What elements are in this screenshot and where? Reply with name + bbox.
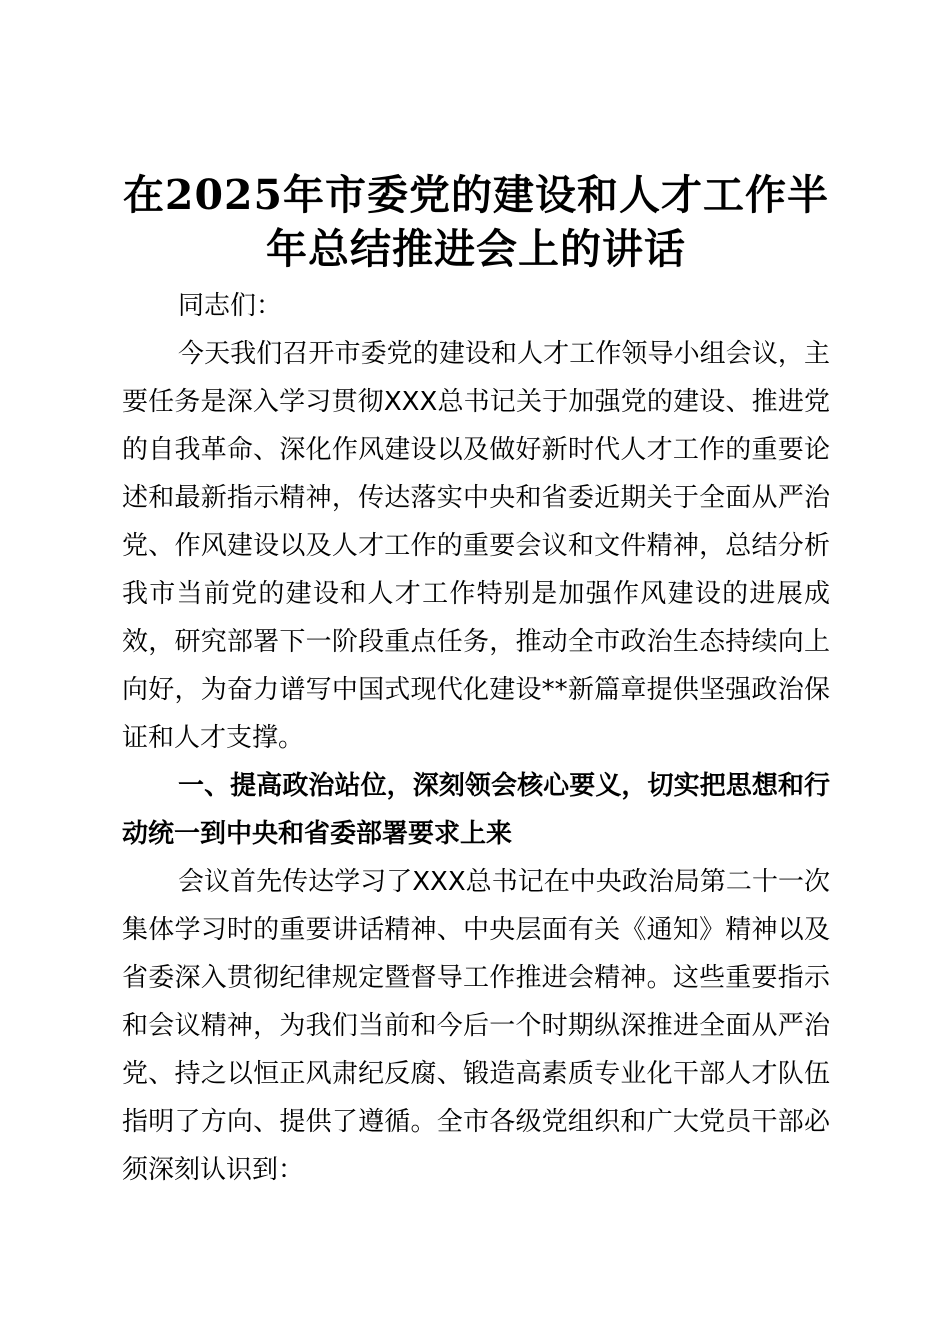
document-title: 在2025年市委党的建设和人才工作半年总结推进会上的讲话 xyxy=(122,171,830,273)
section-heading-1: 一、提高政治站位，深刻领会核心要义，切实把思想和行动统一到中央和省委部署要求上来 xyxy=(122,771,830,849)
salutation: 同志们： xyxy=(178,291,283,321)
document-page xyxy=(122,168,830,1194)
section-paragraph-1: 会议首先传达学习了XXX总书记在中央政治局第二十一次集体学习时的重要讲话精神、中央层面有关《通知》精神以及省委深入贯彻纪律规定暨督导工作推进会精神。这些重要指示和会议精神，为我们当前和今后一个时期纵深推进全面从严治党、持之以恒正风肃纪反腐、锻造高素质专业化干部人才队伍指明了方向、提供了遵循。全市各级党组织和广大党员干部必须深刻认识到： xyxy=(122,867,830,1185)
intro-paragraph: 今天我们召开市委党的建设和人才工作领导小组会议，主要任务是深入学习贯彻XXX总书记关于加强党的建设、推进党的自我革命、深化作风建设以及做好新时代人才工作的重要论述和最新指示精神，传达落实中央和省委近期关于全面从严治党、作风建设以及人才工作的重要会议和文件精神，总结分析我市当前党的建设和人才工作特别是加强作风建设的进展成效，研究部署下一阶段重点任务，推动全市政治生态持续向上向好，为奋力谱写中国式现代化建设**新篇章提供坚强政治保证和人才支撑。 xyxy=(122,339,830,753)
